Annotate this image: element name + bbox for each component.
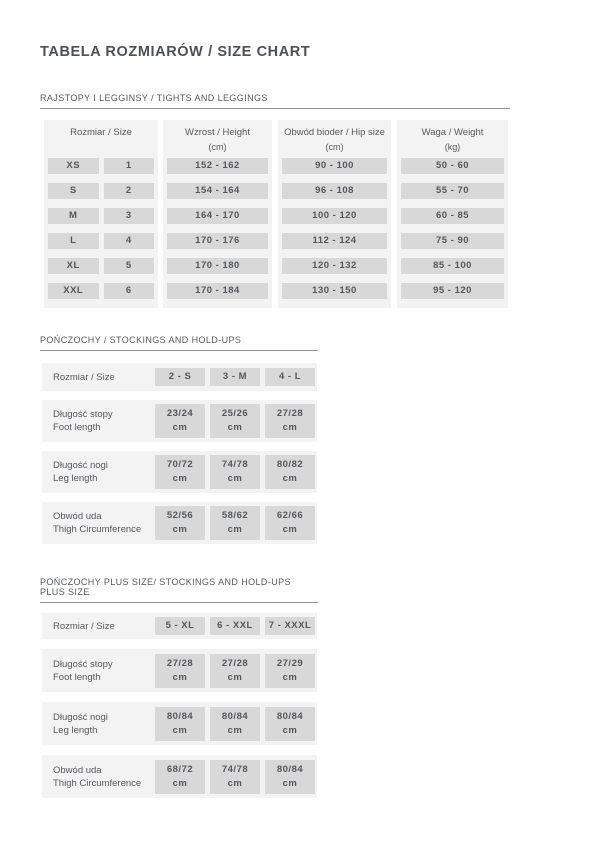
size-number-cell: 2 <box>104 183 155 199</box>
value: 27/29 <box>276 657 304 669</box>
value: 27/28 <box>221 657 249 669</box>
value: 80/82 <box>276 459 304 470</box>
row-label-pl: Długość stopy <box>53 409 113 420</box>
section-label: RAJSTOPY I LEGGINSY / TIGHTS AND LEGGINGS <box>40 93 510 109</box>
unit: cm <box>227 524 243 535</box>
value: 25/26 <box>221 408 249 419</box>
section-label: POŃCZOCHY / STOCKINGS AND HOLD-UPS <box>40 335 318 351</box>
weight-cell: 95 - 120 <box>401 283 504 299</box>
size-cell: 6 - XXL <box>210 617 260 635</box>
value-cell <box>155 455 205 489</box>
value: 23/24 <box>166 408 194 419</box>
weight-cells <box>401 158 504 299</box>
value-cell <box>155 707 205 741</box>
row-label-en: Thigh Circumference <box>53 524 142 535</box>
row-label <box>42 510 155 536</box>
value-cell <box>210 404 260 438</box>
height-cell: 164 - 170 <box>167 208 268 224</box>
weight-cell: 75 - 90 <box>401 233 504 249</box>
height-cell: 170 - 176 <box>167 233 268 249</box>
foot-length-row <box>42 400 317 442</box>
row-label-pl: Obwód uda <box>53 764 102 776</box>
value-cell <box>265 707 315 741</box>
column-header <box>282 126 387 154</box>
size-cell: 4 - L <box>265 368 315 386</box>
column-header-text: Wzrost / Height <box>185 127 250 138</box>
row-label-en: Foot length <box>53 422 101 433</box>
value: 80/84 <box>166 710 194 722</box>
value-cells <box>155 404 315 438</box>
value: 80/84 <box>276 763 304 775</box>
size-column-panel <box>44 120 158 308</box>
value-cells <box>155 506 315 540</box>
value-cell <box>210 506 260 540</box>
column-header <box>401 126 504 154</box>
size-cell: 5 - XL <box>155 617 205 635</box>
hip-cell: 112 - 124 <box>282 233 387 249</box>
value-cell <box>210 707 260 741</box>
row-label-pl: Obwód uda <box>53 511 102 522</box>
height-cell: 170 - 180 <box>167 258 268 274</box>
table-row <box>48 258 154 274</box>
size-row <box>42 363 317 391</box>
hip-column-panel <box>278 120 391 308</box>
weight-cell: 60 - 85 <box>401 208 504 224</box>
row-label-en: Foot length <box>53 671 101 683</box>
size-cell: L <box>48 233 99 249</box>
size-cell: S <box>48 183 99 199</box>
unit: cm <box>227 422 243 433</box>
section-stockings <box>40 335 560 544</box>
section-tights-and-leggings <box>40 93 560 308</box>
unit: cm <box>172 724 188 736</box>
leg-length-row <box>42 702 317 745</box>
row-label-pl: Długość nogi <box>53 711 108 723</box>
value-cell <box>155 404 205 438</box>
value-cell <box>265 404 315 438</box>
row-label-en: Leg length <box>53 473 98 484</box>
size-number-cell: 4 <box>104 233 155 249</box>
unit: cm <box>227 777 243 789</box>
hip-cell: 100 - 120 <box>282 208 387 224</box>
value-cells <box>155 654 315 688</box>
value-cell <box>155 760 205 794</box>
size-cell: 2 - S <box>155 368 205 386</box>
value-cells <box>155 455 315 489</box>
weight-cell: 55 - 70 <box>401 183 504 199</box>
hip-cell: 120 - 132 <box>282 258 387 274</box>
row-label: Rozmiar / Size <box>53 620 115 632</box>
leg-length-row <box>42 451 317 493</box>
section-label: POŃCZOCHY PLUS SIZE/ STOCKINGS AND HOLD-UPS PLUS SIZE <box>40 577 318 603</box>
unit: cm <box>282 671 298 683</box>
hip-cells <box>282 158 387 299</box>
section-stockings-plus-size <box>40 577 560 798</box>
unit: cm <box>227 473 243 484</box>
column-header-unit: (kg) <box>444 142 461 152</box>
size-number-cell: 6 <box>104 283 155 299</box>
unit: cm <box>227 671 243 683</box>
table-row <box>48 283 154 299</box>
tights-size-table <box>44 120 560 308</box>
weight-cell: 85 - 100 <box>401 258 504 274</box>
page-title: TABELA ROZMIARÓW / SIZE CHART <box>40 44 311 60</box>
unit: cm <box>282 422 298 433</box>
value-cell <box>265 654 315 688</box>
row-label-pl: Długość nogi <box>53 460 108 471</box>
column-header <box>48 126 154 154</box>
value: 27/28 <box>276 408 304 419</box>
weight-cell: 50 - 60 <box>401 158 504 174</box>
column-header-unit: (cm) <box>208 142 227 152</box>
value: 74/78 <box>221 459 249 470</box>
size-cell: XXL <box>48 283 99 299</box>
weight-column-panel <box>397 120 508 308</box>
table-row <box>48 233 154 249</box>
size-cell: 3 - M <box>210 368 260 386</box>
size-cells <box>155 368 315 386</box>
stockings-size-table <box>42 363 560 544</box>
value: 80/84 <box>276 710 304 722</box>
value-cell <box>210 455 260 489</box>
unit: cm <box>172 473 188 484</box>
hip-cell: 130 - 150 <box>282 283 387 299</box>
row-label <box>42 711 155 737</box>
height-column-panel <box>163 120 272 308</box>
column-header-text: Waga / Weight <box>421 127 484 138</box>
value-cell <box>265 506 315 540</box>
height-cells <box>167 158 268 299</box>
value: 68/72 <box>166 763 194 775</box>
value-cell <box>155 506 205 540</box>
unit: cm <box>227 724 243 736</box>
size-number-cell: 1 <box>104 158 155 174</box>
hip-cell: 96 - 108 <box>282 183 387 199</box>
size-number-cell: 3 <box>104 208 155 224</box>
size-cell: 7 - XXXL <box>265 617 315 635</box>
value: 52/56 <box>166 510 194 521</box>
value: 58/62 <box>221 510 249 521</box>
row-label-pl: Długość stopy <box>53 658 113 670</box>
column-header <box>167 126 268 154</box>
unit: cm <box>172 422 188 433</box>
unit: cm <box>282 473 298 484</box>
unit: cm <box>282 724 298 736</box>
height-cell: 152 - 162 <box>167 158 268 174</box>
column-header-unit: (cm) <box>325 142 344 152</box>
height-cell: 154 - 164 <box>167 183 268 199</box>
value: 74/78 <box>221 763 249 775</box>
value: 27/28 <box>166 657 194 669</box>
value: 70/72 <box>166 459 194 470</box>
row-label-en: Thigh Circumference <box>53 777 142 789</box>
row-label-en: Leg length <box>53 724 98 736</box>
column-header-text: Obwód bioder / Hip size <box>284 127 385 138</box>
unit: cm <box>282 777 298 789</box>
unit: cm <box>172 671 188 683</box>
value-cell <box>210 654 260 688</box>
unit: cm <box>172 524 188 535</box>
size-cell: XL <box>48 258 99 274</box>
thigh-circumference-row <box>42 502 317 544</box>
size-cells <box>48 158 154 299</box>
table-row <box>48 158 154 174</box>
table-row <box>48 183 154 199</box>
height-cell: 170 - 184 <box>167 283 268 299</box>
size-cell: XS <box>48 158 99 174</box>
row-label <box>42 658 155 684</box>
stockings-plus-size-table <box>42 613 560 798</box>
column-header-text: Rozmiar / Size <box>70 127 132 138</box>
size-number-cell: 5 <box>104 258 155 274</box>
row-label: Rozmiar / Size <box>53 371 115 383</box>
row-label <box>42 764 155 790</box>
unit: cm <box>172 777 188 789</box>
foot-length-row <box>42 649 317 692</box>
size-cells <box>155 617 315 635</box>
value-cell <box>210 760 260 794</box>
value: 62/66 <box>276 510 304 521</box>
size-row <box>42 613 317 639</box>
value-cell <box>265 760 315 794</box>
value-cell <box>265 455 315 489</box>
value-cells <box>155 760 315 794</box>
hip-cell: 90 - 100 <box>282 158 387 174</box>
table-row <box>48 208 154 224</box>
unit: cm <box>282 524 298 535</box>
value-cell <box>155 654 205 688</box>
value: 80/84 <box>221 710 249 722</box>
row-label <box>42 459 155 485</box>
value-cells <box>155 707 315 741</box>
thigh-circumference-row <box>42 755 317 798</box>
size-cell: M <box>48 208 99 224</box>
row-label <box>42 408 155 434</box>
